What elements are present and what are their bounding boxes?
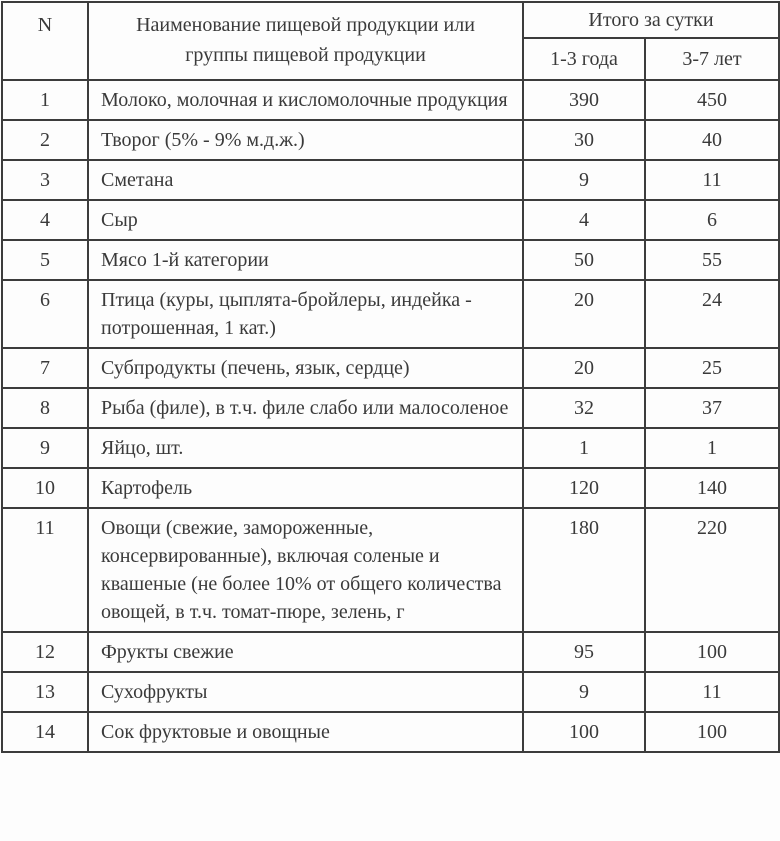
value-1-3-years-cell: 100	[523, 712, 645, 752]
table-row	[2, 200, 779, 240]
row-number-cell: 4	[2, 200, 88, 240]
table-body	[2, 80, 779, 752]
value-1-3-years-cell: 30	[523, 120, 645, 160]
value-1-3-years-cell: 32	[523, 388, 645, 428]
header-n: N	[2, 2, 88, 80]
value-1-3-years-cell: 180	[523, 508, 645, 632]
value-3-7-years-cell: 24	[645, 280, 779, 348]
value-3-7-years-cell: 450	[645, 80, 779, 120]
row-number-cell: 10	[2, 468, 88, 508]
value-3-7-years-cell: 220	[645, 508, 779, 632]
value-3-7-years-cell: 40	[645, 120, 779, 160]
product-name-cell: Рыба (филе), в т.ч. филе слабо или малосоленое	[88, 388, 523, 428]
product-name-cell: Сметана	[88, 160, 523, 200]
row-number-cell: 1	[2, 80, 88, 120]
table-row	[2, 120, 779, 160]
product-name-cell: Сок фруктовые и овощные	[88, 712, 523, 752]
header-total-per-day: Итого за сутки	[523, 2, 779, 38]
value-1-3-years-cell: 95	[523, 632, 645, 672]
row-number-cell: 13	[2, 672, 88, 712]
table-row	[2, 80, 779, 120]
row-number-cell: 8	[2, 388, 88, 428]
table-row	[2, 632, 779, 672]
table-row	[2, 240, 779, 280]
product-name-cell: Картофель	[88, 468, 523, 508]
value-3-7-years-cell: 100	[645, 712, 779, 752]
product-name-cell: Творог (5% - 9% м.д.ж.)	[88, 120, 523, 160]
value-3-7-years-cell: 37	[645, 388, 779, 428]
row-number-cell: 5	[2, 240, 88, 280]
value-1-3-years-cell: 9	[523, 160, 645, 200]
row-number-cell: 7	[2, 348, 88, 388]
table-row	[2, 388, 779, 428]
product-name-cell: Фрукты свежие	[88, 632, 523, 672]
table-row	[2, 712, 779, 752]
product-name-cell: Яйцо, шт.	[88, 428, 523, 468]
value-3-7-years-cell: 6	[645, 200, 779, 240]
table-header	[2, 2, 779, 80]
table-row	[2, 468, 779, 508]
product-name-cell: Молоко, молочная и кисломолочные продукция	[88, 80, 523, 120]
row-number-cell: 3	[2, 160, 88, 200]
value-3-7-years-cell: 1	[645, 428, 779, 468]
table-row	[2, 280, 779, 348]
row-number-cell: 9	[2, 428, 88, 468]
value-1-3-years-cell: 9	[523, 672, 645, 712]
row-number-cell: 11	[2, 508, 88, 632]
product-name-cell: Овощи (свежие, замороженные, консервированные), включая соленые и квашеные (не более 10% от общего количества овощей, в т.ч. томат-пюре, зелень, г	[88, 508, 523, 632]
value-3-7-years-cell: 55	[645, 240, 779, 280]
value-3-7-years-cell: 11	[645, 160, 779, 200]
table-row	[2, 428, 779, 468]
value-3-7-years-cell: 100	[645, 632, 779, 672]
product-name-cell: Мясо 1-й категории	[88, 240, 523, 280]
value-1-3-years-cell: 4	[523, 200, 645, 240]
header-age-1-3: 1-3 года	[523, 38, 645, 80]
value-1-3-years-cell: 50	[523, 240, 645, 280]
value-3-7-years-cell: 11	[645, 672, 779, 712]
value-1-3-years-cell: 1	[523, 428, 645, 468]
value-1-3-years-cell: 390	[523, 80, 645, 120]
table-row	[2, 160, 779, 200]
value-1-3-years-cell: 20	[523, 280, 645, 348]
header-row-1	[2, 2, 779, 38]
value-1-3-years-cell: 20	[523, 348, 645, 388]
row-number-cell: 12	[2, 632, 88, 672]
value-3-7-years-cell: 140	[645, 468, 779, 508]
table-row	[2, 672, 779, 712]
product-name-cell: Птица (куры, цыплята-бройлеры, индейка - потрошенная, 1 кат.)	[88, 280, 523, 348]
table-row	[2, 508, 779, 632]
row-number-cell: 14	[2, 712, 88, 752]
product-name-cell: Сыр	[88, 200, 523, 240]
header-product-name: Наименование пищевой продукции или группы пищевой продукции	[88, 2, 523, 80]
product-name-cell: Субпродукты (печень, язык, сердце)	[88, 348, 523, 388]
header-age-3-7: 3-7 лет	[645, 38, 779, 80]
food-daily-norms-table	[1, 1, 780, 753]
table-row	[2, 348, 779, 388]
product-name-cell: Сухофрукты	[88, 672, 523, 712]
row-number-cell: 2	[2, 120, 88, 160]
value-1-3-years-cell: 120	[523, 468, 645, 508]
value-3-7-years-cell: 25	[645, 348, 779, 388]
row-number-cell: 6	[2, 280, 88, 348]
